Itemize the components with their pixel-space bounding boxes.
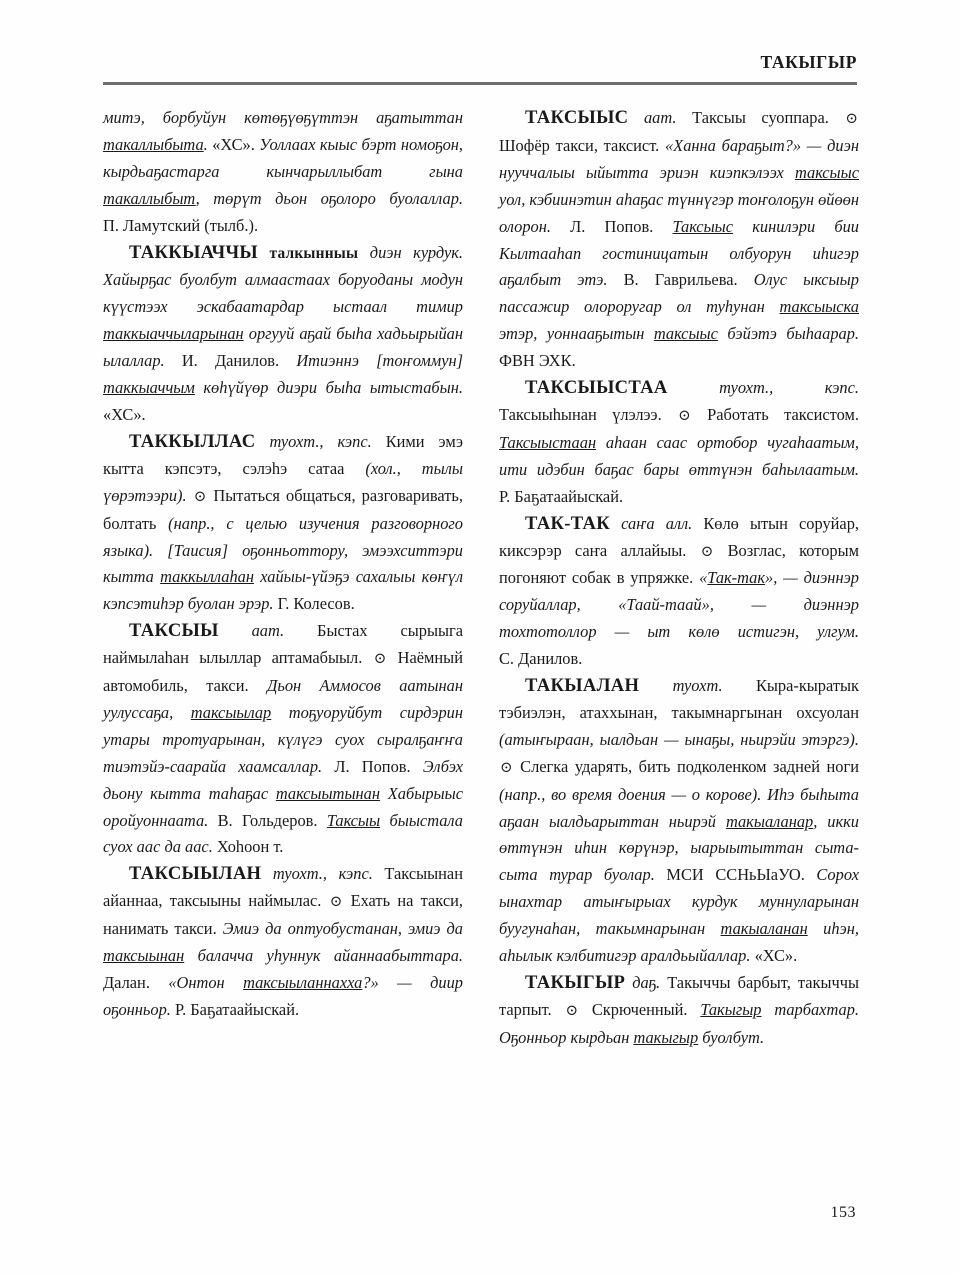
usage-note-sakha: (атыҥыраан, ыалдьан — ынаҕы, ньирэйи этэргэ). <box>499 729 859 749</box>
example-text: Таксыы быыстала суох аас да аас. <box>103 810 463 857</box>
definition-russian: Шофёр такси, таксист. <box>499 135 660 155</box>
definition-russian: Ехать на такси, нанимать такси. <box>103 891 463 939</box>
translation-bullet-icon: ⊙ <box>329 894 343 911</box>
grammar-label: туохт., кэпс. <box>269 431 372 451</box>
example-text: «Ханна бараҕыт?» — диэн нууччалыы ыйытта эриэн киэпкэлээх таксыыс уол, кэбиинэтин аһаҕас түннүгэр тоҥолоҕун өйөөн олорон. <box>499 135 860 236</box>
example-text: Иһэ быһыта аҕаан ыалдьарыттан ньирэй такыаланар, икки өттүнэн иһин көрүнэр, ыарыытыттан сыта-сыта турар буолар. <box>499 784 860 885</box>
entry-taksyy <box>103 618 463 861</box>
headword: ТАКЫГЫР <box>525 972 626 993</box>
example-text: митэ, борбуйун көтөҕүөҕүттэн аҕатыттан такаллыбыта. <box>103 108 463 154</box>
definition-sakha: Быстах сырыыга наймылаһан ылыллар аптамабыыл. <box>103 621 463 668</box>
entry-takygyr <box>499 970 859 1052</box>
headword: ТАКСЫЫС <box>525 107 629 128</box>
running-head <box>103 52 857 88</box>
definition-russian: Работать таксистом. <box>707 404 859 424</box>
headword: ТАКСЫЫЛАН <box>129 863 262 885</box>
definition-sakha: Таксыы суоппара. <box>692 108 829 127</box>
grammar-label: аат. <box>643 108 677 127</box>
example-text: Итиэннэ [тоҥоммун] таккыаччым көһүйүөр диэри быһа ытыстабын. <box>103 351 463 398</box>
entry-takyalan <box>499 673 859 970</box>
translation-bullet-icon: ⊙ <box>565 1002 579 1019</box>
grammar-label: туохт., кэпс. <box>719 378 859 398</box>
running-head-title: ТАКЫГЫР <box>760 52 857 72</box>
example-text: «Так-так», — диэннэр соруйаллар, «Таай-таай», — диэннэр тохтотоллор — ыт көлө истигэн, улгум. <box>499 568 859 642</box>
definition-russian: Скрюченный. <box>591 999 688 1019</box>
source-author: В. Гаврильева. <box>623 270 738 290</box>
definition-sakha: Кыра-кыратык тэбиэлэн, атаххынан, такымнаргынан охсуолан <box>499 676 859 722</box>
translation-bullet-icon: ⊙ <box>700 543 714 560</box>
entry-taksyys <box>499 105 859 375</box>
definition-sakha: Таксыыһынан үлэлээ. <box>499 404 662 424</box>
translation-bullet-icon: ⊙ <box>678 407 691 424</box>
example-text: Таксыыстаан аһаан саас ортобор чугаһаатым, ити идэбин баҕас бары өттүнэн баһылаатым. <box>499 432 859 479</box>
definition-russian: Пытаться общаться, разговаривать, болтать <box>103 485 463 533</box>
entry-takkyachchy <box>103 240 463 429</box>
source-abbrev: «ХС». <box>103 404 146 424</box>
source-author: Далан. <box>103 973 150 992</box>
entry-takkyllas <box>103 429 463 618</box>
example-text: Дьон Аммосов аатынан уулуссаҕа, таксыылар тоҕуоруйбут сирдэрин утары тротуарынан, күлүгэ суох сыралҕаҥҥа тиэтэйэ-саарайа хаамсаллар. <box>103 676 464 776</box>
definition-sakha: Кими эмэ кытта кэпсэтэ, сэлэһэ сатаа <box>103 431 463 478</box>
translation-bullet-icon: ⊙ <box>373 651 387 668</box>
source-abbrev: «ХС». <box>212 134 255 154</box>
translation-bullet-icon: ⊙ <box>845 111 858 127</box>
definition-sakha: Такыччы барбыт, такыччы тарпыт. <box>499 973 859 1019</box>
source-author: Р. Баҕатаайыскай. <box>175 999 300 1019</box>
example-text: Уоллаах кыыс бэрт номоҕон, кырдьаҕастарга кынчарыллыбат гына такаллыбыт, төрүт дьон оҕолоро буолаллар. <box>103 134 463 208</box>
example-text: Таксыыс кинилэри бии Кылтааһап гостиницатын олбуорун иһигэр аҕалбыт этэ. <box>499 216 859 290</box>
definition-russian: Слегка ударять, бить подколенком задней ноги <box>520 756 859 776</box>
headword: ТАКСЫЫСТАА <box>525 377 668 399</box>
headword: ТАКСЫЫ <box>129 620 219 642</box>
grammar-label: туохт. <box>672 676 723 696</box>
source-author: Г. Колесов. <box>277 594 355 614</box>
source-abbrev: Хоһоон т. <box>216 837 284 857</box>
source-author: Л. Попов. <box>570 216 654 236</box>
header-rule <box>103 82 857 85</box>
column-left <box>103 105 463 1170</box>
entry-taksyystaa <box>499 375 859 511</box>
source-author: Л. Попов. <box>334 756 411 776</box>
source-author: С. Данилов. <box>499 649 583 669</box>
source-author: В. Гольдеров. <box>217 810 318 830</box>
definition-sakha: Көлө ытын соруйар, киксэрэр саҥа аллайыы. <box>499 513 859 560</box>
translation-bullet-icon: ⊙ <box>193 488 207 505</box>
column-right <box>499 105 859 1170</box>
example-text: Такыгыр тарбахтар. Оҕонньор кырдьан такыгыр буолбут. <box>499 999 859 1047</box>
usage-note-russian: (напр., во время доения — о корове). <box>499 784 762 804</box>
example-text: Элбэх дьону кытта таһаҕас таксыытынан Хабырыыс оройуоннаата. <box>103 756 463 830</box>
headword: ТАКЫАЛАН <box>525 675 640 697</box>
usage-note-sakha: (хол., тылы үөрэтээри). <box>103 458 463 505</box>
example-text: Эмиэ да оптуобустанан, эмиэ да таксыынан балачча уһуннук айаннаабыттара. <box>103 919 463 966</box>
grammar-label: талкынныы <box>269 244 359 262</box>
grammar-label: саҥа алл. <box>621 513 693 533</box>
entry-continuation-takallybyta <box>103 105 463 240</box>
definition-sakha: Таксыынан айаннаа, таксыыны наймылас. <box>103 864 463 911</box>
example-text: Сорох ынахтар атыҥырыах курдук муннуларынан буугунаһан, такымнарынан такыаланан иһэн, аһылык кэлбитигэр аралдьыйаллар. <box>499 865 859 966</box>
source-author: Р. Баҕатаайыскай. <box>499 486 624 506</box>
entry-tak-tak <box>499 511 859 673</box>
definition-sakha: диэн курдук. Хайырҕас буолбут алмаастаах боруоданы модун күүстээх эскабаатардар ыстаал тимир таккыаччыларынан оргууй аҕай быһа хадьырыйан ылаллар. <box>103 242 463 371</box>
page-body <box>103 105 859 1170</box>
grammar-label: даҕ. <box>632 973 661 992</box>
source-abbrev: «ХС». <box>754 946 798 966</box>
grammar-label: аат. <box>251 621 285 641</box>
source-abbrev: МСИ ССНьЫаУО. <box>666 865 805 885</box>
definition-russian: Возглас, которым погоняют собак в упряжке. <box>499 540 859 588</box>
source-author: П. Ламутский (тылб.). <box>103 215 259 235</box>
definition-russian: Наёмный автомобиль, такси. <box>103 648 463 696</box>
headword: ТАККЫЛЛАС <box>129 430 256 452</box>
page-number: 153 <box>830 1204 856 1221</box>
entry-taksyylan <box>103 861 463 1023</box>
example-text: [Таисия] оҕонньоттору, эмээхситтэри кытта таккыллаһан хайыы-үйэҕэ сахалыы көҥүл кэпсэтиһэр буолан эрэр. <box>103 540 464 614</box>
usage-note-russian: (напр., с целью изучения разговорного языка). <box>103 513 463 560</box>
source-abbrev: ФВН ЭХК. <box>499 351 576 371</box>
example-text: «Онтон таксыыланнахха?» — диир оҕонньор. <box>103 973 463 1019</box>
example-text: Олус ыксыыр пассажир олороругар ол туһунан таксыыска этэр, уоннааҕытын таксыыс бэйэтэ быһаарар. <box>499 270 859 344</box>
headword: ТАККЫАЧЧЫ <box>129 241 258 263</box>
grammar-label: туохт., кэпс. <box>272 864 373 884</box>
source-author: И. Данилов. <box>181 351 280 371</box>
translation-bullet-icon: ⊙ <box>500 759 513 776</box>
headword: ТАК-ТАК <box>525 512 611 534</box>
